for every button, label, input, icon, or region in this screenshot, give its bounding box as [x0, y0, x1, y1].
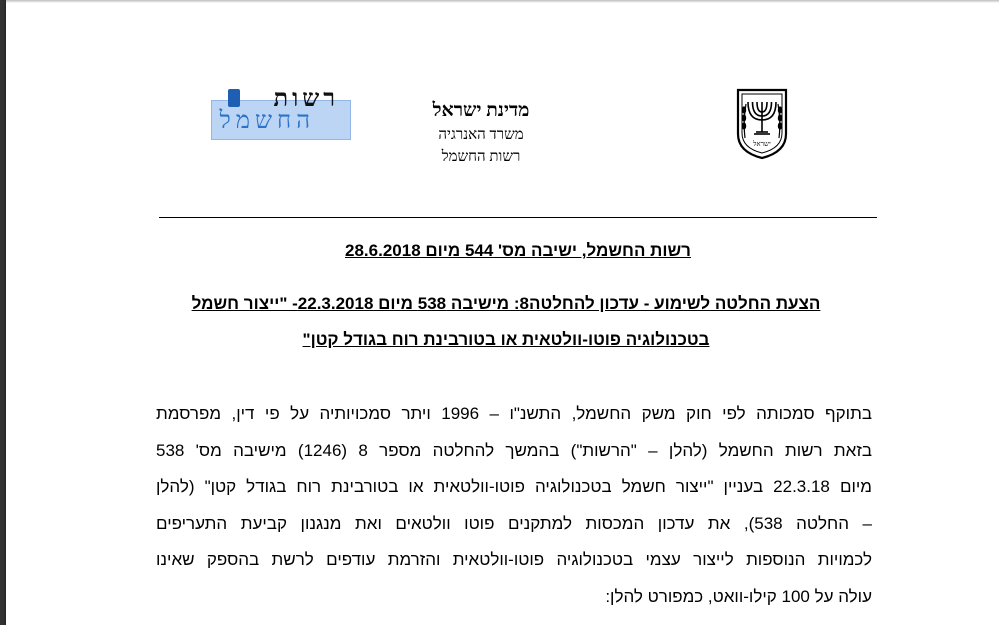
- paragraph-line: עולה על 100 קילו-וואט, כמפורט להלן:: [605, 586, 872, 606]
- state-emblem-icon: [734, 88, 790, 160]
- logo-line1: רשות: [273, 86, 339, 112]
- letterhead: [406, 98, 556, 168]
- logo-flag-icon: [228, 89, 240, 107]
- ministry-name: משרד האנרגיה: [438, 127, 524, 143]
- paragraph-line: לכמויות הנוספות לייצור עצמי בטכנולוגיה פוטו-וולטאית והזרמת עודפים לרשת בהספק שאינו: [156, 550, 872, 569]
- electricity-authority-logo: [211, 86, 351, 140]
- meeting-title: רשות החשמל, ישיבה מס' 544 מיום 28.6.2018: [345, 241, 691, 260]
- subject-line: הצעת החלטה לשימוע - עדכון להחלטה8: מישיבה 538 מיום 22.3.2018- "ייצור חשמל: [191, 294, 821, 313]
- subject-heading: [156, 286, 856, 358]
- paragraph-line: – החלטה 538), את עדכון המכסות למתקנים פוטו וולטאים ואת מנגנון קביעת התעריפים: [156, 513, 872, 533]
- viewer-top-edge: [6, 0, 999, 3]
- header-divider: [159, 217, 877, 218]
- paragraph-line: בתוקף סמכותה לפי חוק משק החשמל, התשנ"ו – 1996 ויתר סמכויותיה על פי דין, מפרסמת: [156, 404, 873, 423]
- paragraph-line: מיום 22.3.18 בעניין "ייצור חשמל בטכנולוגיה פוטו-וולטאית או בטורבינת רוח בגודל קטן" (להלן: [156, 477, 872, 496]
- subject-line: בטכנולוגיה פוטו-וולטאית או בטורבינת רוח בגודל קטן": [302, 330, 710, 349]
- svg-text:ישראל: ישראל: [753, 140, 771, 148]
- body-paragraph: [156, 396, 872, 615]
- logo-line2: החשמל: [219, 108, 315, 134]
- paragraph-line: בזאת רשות החשמל (להלן – "הרשות") בהמשך להחלטה מספר 8 (1246) מישיבה מס' 538: [156, 440, 872, 460]
- authority-name: רשות החשמל: [441, 149, 521, 165]
- state-name: מדינת ישראל: [432, 100, 530, 121]
- document-page: [6, 0, 999, 625]
